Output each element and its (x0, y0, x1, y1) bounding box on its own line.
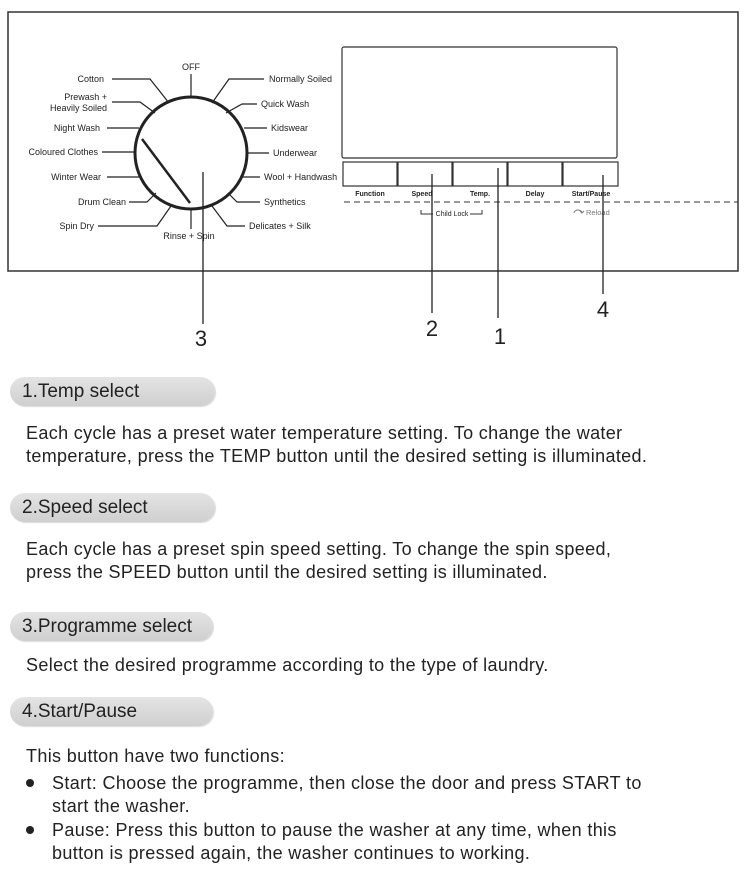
section-heading-temp-select: 1.Temp select (10, 377, 215, 406)
text-line: Each cycle has a preset water temperature setting. To change the water (26, 423, 623, 443)
bullet-text (52, 819, 742, 864)
start-pause-button[interactable] (563, 162, 618, 186)
programme-label-underwear: Underwear (273, 148, 318, 158)
temp-button[interactable] (453, 162, 507, 186)
text-line: Pause: Press this button to pause the washer at any time, when this (52, 820, 617, 840)
text-line: Each cycle has a preset spin speed setting. To change the spin speed, (26, 539, 612, 559)
text-line: button is pressed again, the washer continues to working. (52, 842, 531, 863)
programme-label-synthetics: Synthetics (264, 197, 306, 207)
text-line: press the SPEED button until the desired setting is illuminated. (26, 561, 548, 582)
section-heading-start-pause: 4.Start/Pause (10, 697, 213, 726)
child-lock-bracket-right (470, 210, 482, 214)
delay-button-label: Delay (525, 191, 545, 198)
programme-label-quick-wash: Quick Wash (261, 99, 310, 109)
start-pause-button-label: Start/Pause (571, 191, 611, 198)
bullet-dot (26, 779, 34, 787)
callout-number-2: 2 (425, 316, 439, 341)
programme-label-drum-clean: Drum Clean (77, 197, 126, 207)
temp-select-description (26, 422, 647, 467)
delay-button[interactable] (508, 162, 562, 186)
child-lock-bracket-left (421, 210, 433, 214)
programme-label-night-wash: Night Wash (53, 123, 100, 133)
text-line: temperature, press the TEMP button until the desired setting is illuminated. (26, 445, 648, 466)
callout-number-3: 3 (194, 326, 208, 351)
text-line: Start: Choose the programme, then close the door and press START to (52, 773, 642, 793)
programme-label-heavily-soiled: Heavily Soiled (49, 103, 107, 113)
section-heading-programme-select: 3.Programme select (10, 612, 213, 641)
text-line: Select the desired programme according to the type of laundry. (26, 655, 549, 675)
section-heading-speed-select: 2.Speed select (10, 493, 215, 522)
start-pause-intro: This button have two functions: (26, 746, 285, 766)
programme-label-spin-dry: Spin Dry (59, 221, 94, 231)
programme-label-wool-handwash: Wool + Handwash (264, 172, 338, 182)
programme-label-delicates-silk: Delicates + Silk (249, 221, 311, 231)
speed-button[interactable] (398, 162, 452, 186)
callout-number-1: 1 (493, 324, 507, 349)
programme-dial[interactable] (135, 97, 247, 209)
reload-icon (574, 210, 584, 213)
callout-number-4: 4 (596, 297, 610, 322)
control-panel-diagram (0, 0, 756, 360)
text-line: start the washer. (52, 795, 191, 816)
reload-label: Reload (586, 208, 610, 217)
programme-label-normally-soiled: Normally Soiled (269, 74, 333, 84)
speed-select-description (26, 538, 611, 583)
programme-label-winter-wear: Winter Wear (51, 172, 101, 182)
programme-label-coloured-clothes: Coloured Clothes (28, 147, 98, 157)
child-lock-label: Child Lock (435, 211, 469, 218)
bullet-text (52, 772, 742, 817)
temp-button-label: Temp. (469, 191, 491, 198)
programme-label-rinse-spin: Rinse + Spin (163, 231, 215, 241)
control-panel-frame (8, 12, 738, 271)
programme-label-kidswear: Kidswear (271, 123, 309, 133)
programme-select-description (26, 654, 549, 677)
programme-label-cotton: Cotton (77, 74, 104, 84)
programme-label-prewash: Prewash + (64, 92, 107, 102)
display-screen (342, 47, 617, 158)
function-button[interactable] (343, 162, 397, 186)
dial-off-label: OFF (182, 62, 200, 72)
button-strip (343, 162, 618, 186)
function-button-label: Function (355, 191, 385, 198)
bullet-dot (26, 826, 34, 834)
speed-button-label: Speed (411, 191, 433, 198)
